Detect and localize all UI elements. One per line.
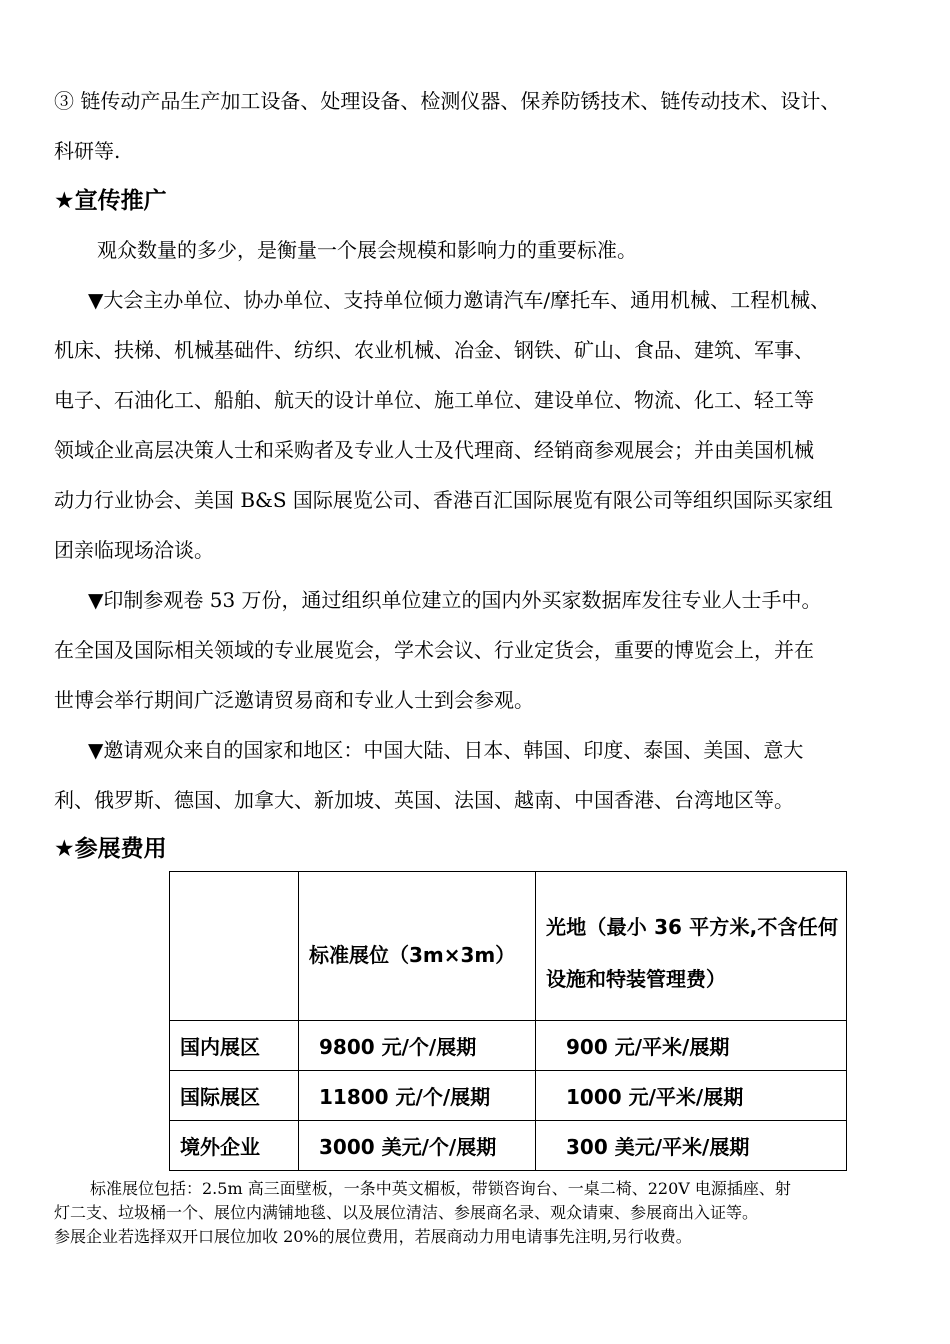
raw-space-price: 1000 元/平米/展期 <box>536 1071 847 1121</box>
region-label: 境外企业 <box>170 1121 299 1171</box>
intro-item-line-2: 科研等. <box>54 139 121 163</box>
raw-space-price: 900 元/平米/展期 <box>536 1021 847 1071</box>
table-row <box>170 1121 847 1171</box>
promotion-para1-line: 团亲临现场洽谈。 <box>54 538 214 562</box>
raw-space-header: 光地（最小 36 平方米,不含任何设施和特装管理费） <box>546 915 838 991</box>
promotion-para2-line: 世博会举行期间广泛邀请贸易商和专业人士到会参观。 <box>54 688 534 712</box>
promotion-para3-line: 利、俄罗斯、德国、加拿大、新加坡、英国、法国、越南、中国香港、台湾地区等。 <box>54 788 794 812</box>
standard-booth-header: 标准展位（3m×3m） <box>309 942 516 967</box>
promotion-para1-line: 机床、扶梯、机械基础件、纺织、农业机械、冶金、钢铁、矿山、食品、建筑、军事、 <box>54 338 814 362</box>
table-row <box>170 1021 847 1071</box>
promotion-para2-line: 在全国及国际相关领域的专业展览会，学术会议、行业定货会，重要的博览会上，并在 <box>54 638 814 662</box>
promotion-para1-line: 动力行业协会、美国 B&S 国际展览公司、香港百汇国际展览有限公司等组织国际买家组 <box>54 488 833 512</box>
region-label: 国内展区 <box>170 1021 299 1071</box>
promotion-para2-line: ▼印制参观卷 53 万份，通过组织单位建立的国内外买家数据库发往专业人士手中。 <box>88 588 822 612</box>
promotion-para1-line: 电子、石油化工、船舶、航天的设计单位、施工单位、建设单位、物流、化工、轻工等 <box>54 388 814 412</box>
promotion-heading: ★宣传推广 <box>54 188 167 214</box>
fees-heading: ★参展费用 <box>54 836 167 862</box>
fees-note-line: 标准展位包括：2.5m 高三面壁板，一条中英文楣板，带锁咨询台、一桌二椅、220V 电源插座、射 <box>90 1179 791 1198</box>
promotion-para1-line: ▼大会主办单位、协办单位、支持单位倾力邀请汽车/摩托车、通用机械、工程机械、 <box>88 288 831 312</box>
promotion-para3-line: ▼邀请观众来自的国家和地区：中国大陆、日本、韩国、印度、泰国、美国、意大 <box>88 738 804 762</box>
table-row <box>170 1071 847 1121</box>
fees-note-line: 参展企业若选择双开口展位加收 20%的展位费用，若展商动力用电请事先注明,另行收费。 <box>54 1227 692 1246</box>
intro-item-line-1: ③ 链传动产品生产加工设备、处理设备、检测仪器、保养防锈技术、链传动技术、设计、 <box>54 89 841 113</box>
fees-note-line: 灯二支、垃圾桶一个、展位内满铺地毯、以及展位清洁、参展商名录、观众请柬、参展商出入证等。 <box>54 1203 759 1222</box>
fees-table-corner-cell <box>170 872 299 1021</box>
raw-space-price: 300 美元/平米/展期 <box>536 1121 847 1171</box>
region-label: 国际展区 <box>170 1071 299 1121</box>
standard-booth-price: 3000 美元/个/展期 <box>299 1121 536 1171</box>
fees-table <box>169 871 847 1171</box>
promotion-lead: 观众数量的多少，是衡量一个展会规模和影响力的重要标准。 <box>97 238 637 262</box>
promotion-para1-line: 领域企业高层决策人士和采购者及专业人士及代理商、经销商参观展会；并由美国机械 <box>54 438 814 462</box>
fees-table-header-row <box>170 872 847 1021</box>
fees-table-header-cell <box>299 872 536 1021</box>
standard-booth-price: 9800 元/个/展期 <box>299 1021 536 1071</box>
fees-table-header-cell <box>536 872 847 1021</box>
standard-booth-price: 11800 元/个/展期 <box>299 1071 536 1121</box>
